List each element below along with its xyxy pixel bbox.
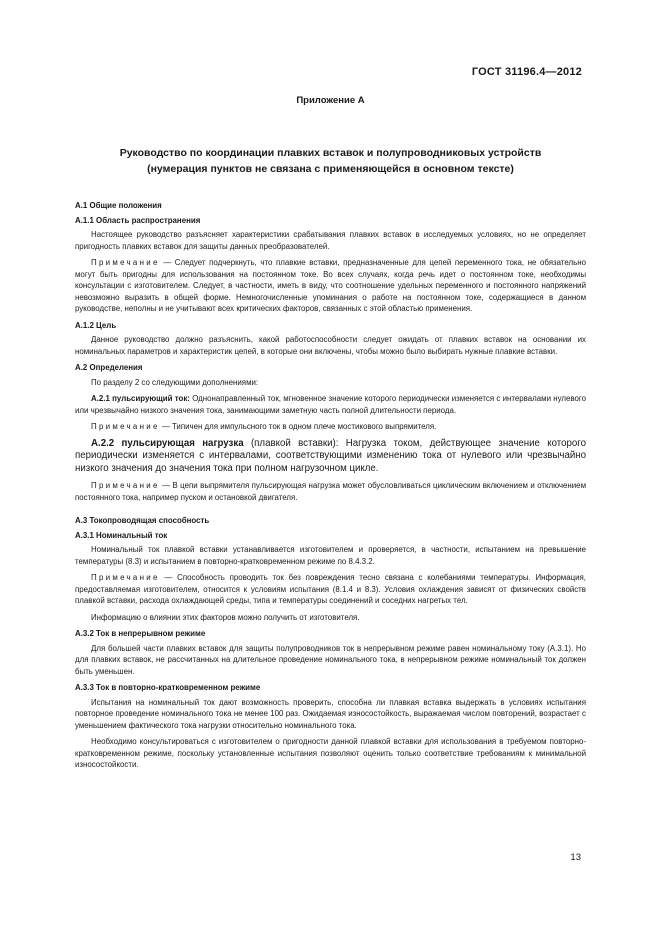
paragraph-a3-3-b: Необходимо консультироваться с изготовителем о пригодности данной плавкой вставки для использования в требуемом повторно-кратковременном режиме, поскольку установленные испытания позволяют оценить только соответствие требованиям к минимальной износостойкости. [75, 737, 586, 769]
heading-a1-1: А.1.1 Область распространения [75, 215, 201, 225]
paragraph-a1-2: Данное руководство должно разъяснить, какой работоспособности следует ожидать от плавких вставок на основании их номинальных параметров и характеристик цепей, в которые они включены, чтобы можно было выбирать нужные плавкие вставки. [75, 335, 586, 356]
definition-text: (плавкой вставки): Нагрузка током, действующее значение которого периодически изменяется с интервалами, соответствующими изменению тока от нулевого или чрезвычайно низкого значения до значения тока при полном нагрузочном цикле. [75, 437, 586, 474]
paragraph-a3-1-b: Информацию о влиянии этих факторов можно получить от изготовителя. [91, 612, 360, 622]
note-text: — В цепи выпрямителя пульсирующая нагрузка может обусловливаться циклическим включением и отключением постоянного тока, например пуском и остановкой двигателя. [75, 481, 586, 502]
term-a2-1: А.2.1 пульсирующий ток: [91, 394, 190, 403]
note-text: — Следует подчеркнуть, что плавкие вставки, предназначенные для цепей переменного тока, не обязательно могут быть пригодны для использования на постоянном токе. Во всех случаях, когда речь идет о постоянном токе, необходимы консультации с изготовителем. Следует, в частности, иметь в виду, что соотношение удельных переменного и постоянного напряжений невозможно выразить в общей форме. Немногочисленные упоминания о работе на постоянном токе, содержащиеся в данном руководстве, неполны и не учитывают всех критических факторов, связанных с этой областью применения. [75, 258, 586, 313]
note-text: — Типичен для импульсного ток в одном плече мостикового выпрямителя. [159, 422, 437, 431]
definition-a2-2 [75, 438, 586, 476]
note-4 [75, 572, 586, 607]
heading-a3-1: А.3.1 Номинальный ток [75, 530, 168, 540]
document-body [75, 200, 586, 776]
note-text: — Способность проводить ток без повреждения тесно связана с колебаниями температуры. Информация, предоставляемая изготовителем, относится к условиям испытания (8.1.4 и 8.3). Условия охлаждения зависят от физических свойств плавкой вставки, расхода охлаждающей среды, типа и температуры соединений и соседних нагретых тел. [75, 573, 586, 605]
heading-a2: А.2 Определения [75, 363, 143, 372]
note-3 [75, 480, 586, 503]
standard-number: ГОСТ 31196.4—2012 [471, 66, 582, 78]
note-label: Примечание [91, 481, 160, 490]
definition-text: Однонаправленный ток, мгновенное значение которого периодически изменяется с интервалами нулевого или чрезвычайно низкого значения тока, занимающими заметную часть полной длительности периода. [75, 394, 586, 415]
note-label: Примечание [91, 422, 160, 431]
note-2 [75, 421, 586, 433]
note-label: Примечание [91, 573, 160, 582]
title-line-1: Руководство по координации плавких вставок и полупроводниковых устройств [119, 147, 542, 159]
appendix-title [60, 145, 601, 177]
note-label: Примечание [91, 258, 160, 267]
paragraph-a3-3: Испытания на номинальный ток дают возможность проверить, способна ли плавкая вставка выдержать в условиях испытания повторное проведение номинального тока не менее 100 раз. Ожидаемая износостойкость, выражаемая числом повторений, возрастает с уменьшением фактического тока нагрузки относительно номинального тока. [75, 697, 586, 730]
definition-a2-1 [75, 393, 586, 416]
term-a2-2: А.2.2 пульсирующая нагрузка [91, 437, 244, 449]
appendix-label: Приложение А [296, 95, 365, 106]
heading-a1: А.1 Общие положения [75, 201, 162, 210]
heading-a3: А.3 Токопроводящая способность [75, 516, 210, 525]
paragraph-a3-2: Для большей части плавких вставок для защиты полупроводников ток в непрерывном режиме равен номинальному току (А.3.1). Но для плавких вставок, не рассчитанных на длительное проведение номинального тока, в непрерывном режиме номинальный ток должен быть уменьшен. [75, 643, 586, 676]
heading-a1-2: А.1.2 Цель [75, 320, 117, 330]
note-1 [75, 257, 586, 315]
paragraph-a1-1: Настоящее руководство разъясняет характеристики срабатывания плавких вставок в исследуемых условиях, но не определяет пригодность плавких вставок для защиты данных преобразователей. [75, 230, 586, 251]
heading-a3-3: А.3.3 Ток в повторно-кратковременном режиме [75, 683, 261, 692]
page-number: 13 [570, 852, 581, 863]
paragraph-a3-1: Номинальный ток плавкой вставки устанавливается изготовителем и проверяется, в частности, испытанием на превышение температуры (8.3) и испытанием в повторно-кратковременном режиме по 8.4.3.2. [75, 545, 586, 566]
paragraph-a2: По разделу 2 со следующими дополнениями: [91, 377, 259, 387]
heading-a3-2: А.3.2 Ток в непрерывном режиме [75, 629, 206, 638]
title-line-2: (нумерация пунктов не связана с применяющейся в основном тексте) [147, 163, 514, 175]
